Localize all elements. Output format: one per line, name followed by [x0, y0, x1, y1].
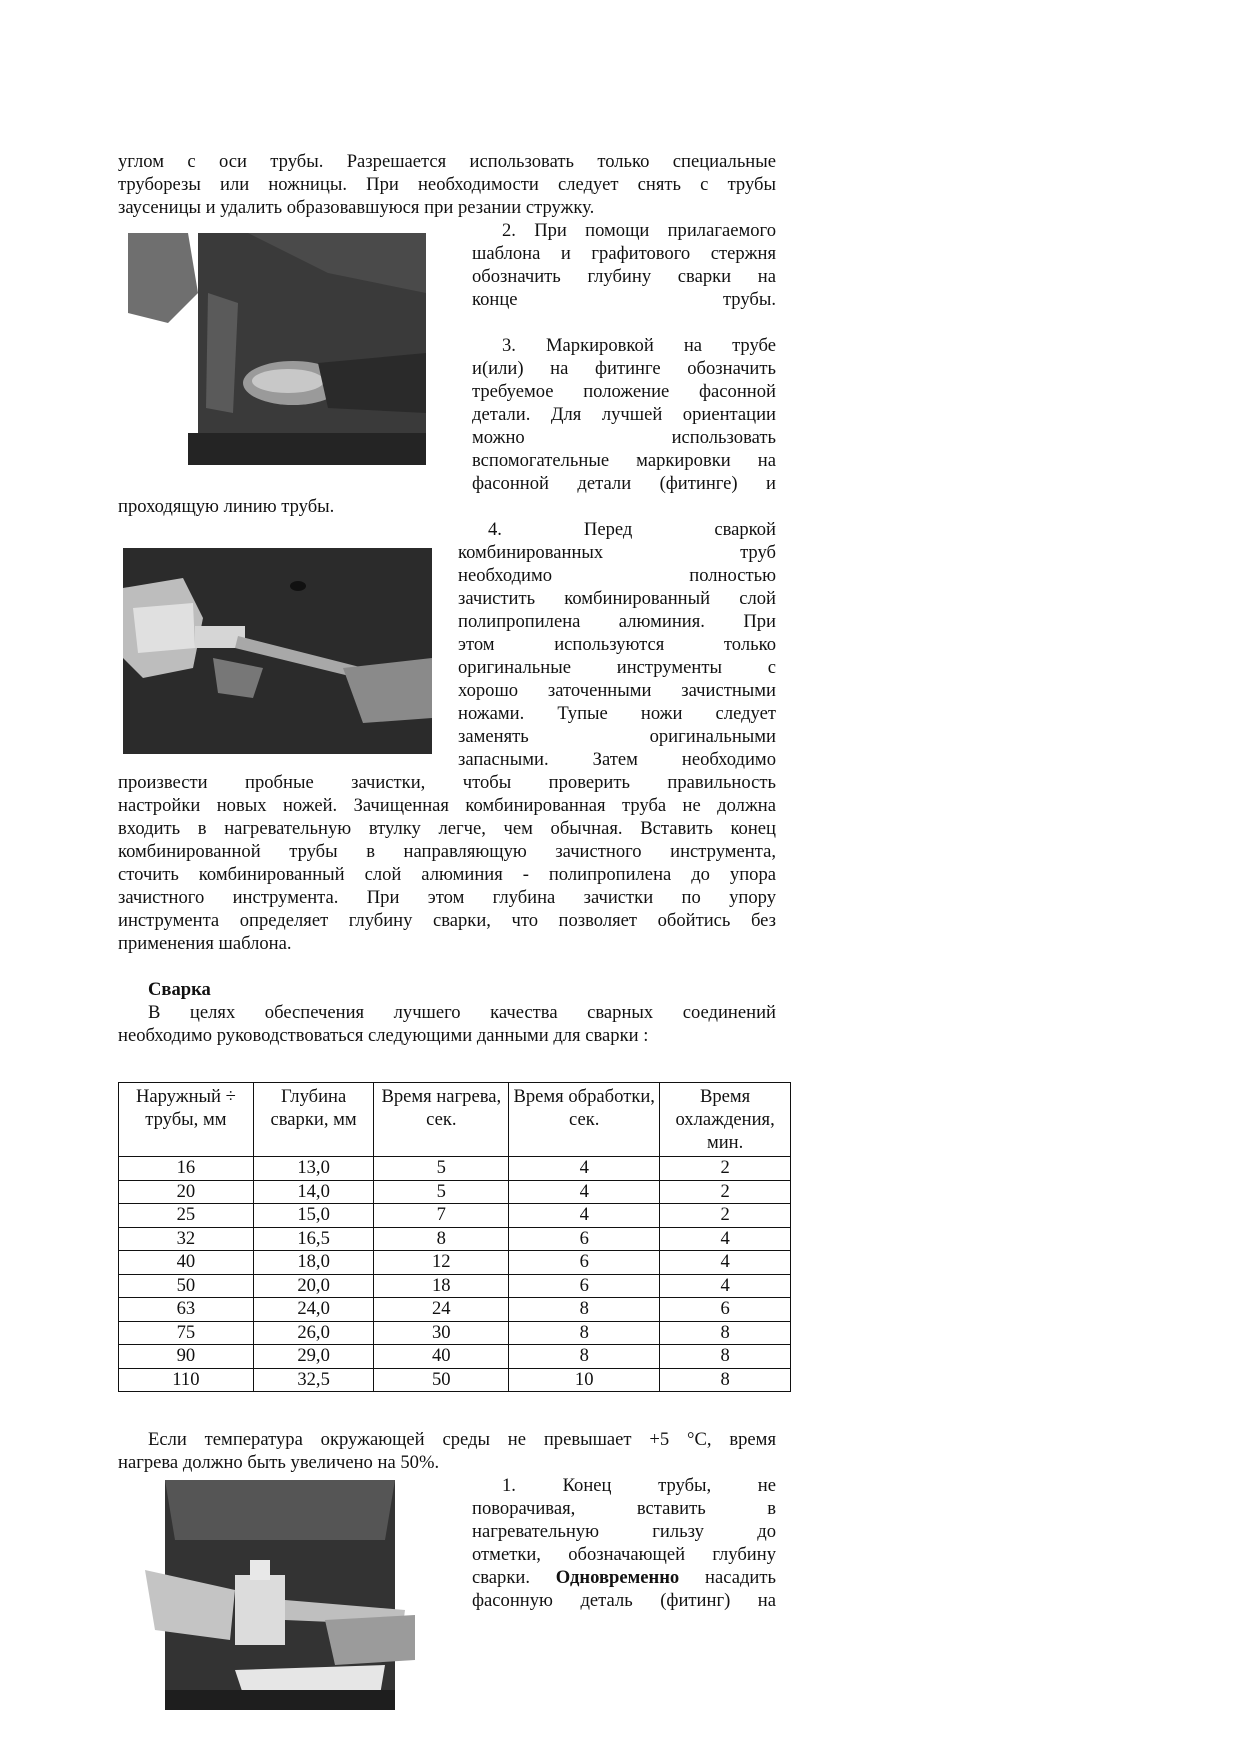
table-cell: 30: [374, 1321, 509, 1345]
table-row: [119, 1180, 791, 1204]
table-cell: 6: [509, 1227, 660, 1251]
text-line: требуемое положение фасонной: [472, 381, 776, 402]
table-cell: 32: [119, 1227, 254, 1251]
table-cell: 6: [509, 1274, 660, 1298]
text-line: нагревательную гильзу до: [472, 1521, 776, 1542]
table-cell: 7: [374, 1204, 509, 1228]
table-cell: 8: [660, 1368, 791, 1392]
table-cell: 50: [119, 1274, 254, 1298]
text-line: и(или) на фитинге обозначить: [472, 358, 776, 379]
table-cell: 4: [509, 1204, 660, 1228]
table-cell: 4: [509, 1180, 660, 1204]
table-cell: 2: [660, 1180, 791, 1204]
table-cell: 8: [509, 1345, 660, 1369]
text-line: труборезы или ножницы. При необходимости следует снять с трубы: [118, 174, 776, 195]
header-weld-depth: Глубина сварки, мм: [253, 1083, 374, 1157]
text-line: [472, 1566, 776, 1589]
text-line: применения шаблона.: [118, 933, 292, 954]
table-cell: 8: [509, 1321, 660, 1345]
section-heading: Сварка: [148, 979, 211, 1000]
table-cell: 16,5: [253, 1227, 374, 1251]
table-row: [119, 1321, 791, 1345]
text-line: ножами. Тупые ножи следует: [458, 703, 776, 724]
table-cell: 6: [509, 1251, 660, 1275]
table-row: [119, 1274, 791, 1298]
table-cell: 63: [119, 1298, 254, 1322]
text-line: обозначить глубину сварки на: [472, 266, 776, 287]
text-line: хорошо заточенными зачистными: [458, 680, 776, 701]
text-line: входить в нагревательную втулку легче, чем обычная. Вставить конец: [118, 818, 776, 839]
table-cell: 24: [374, 1298, 509, 1322]
text-line: Если температура окружающей среды не превышает +5 °С, время: [148, 1429, 776, 1450]
table-header-row: [119, 1083, 791, 1157]
text-line: зачистить комбинированный слой: [458, 588, 776, 609]
table-row: [119, 1345, 791, 1369]
text-line: комбинированных труб: [458, 542, 776, 563]
photo-welding-fitting: [125, 1480, 433, 1710]
table-cell: 15,0: [253, 1204, 374, 1228]
table-cell: 6: [660, 1298, 791, 1322]
table-cell: 8: [509, 1298, 660, 1322]
table-cell: 90: [119, 1345, 254, 1369]
table-cell: 14,0: [253, 1180, 374, 1204]
table-cell: 2: [660, 1204, 791, 1228]
table-cell: 40: [119, 1251, 254, 1275]
text-line: заусеницы и удалить образовавшуюся при резании стружку.: [118, 197, 595, 218]
emphasis-text: Одновременно: [555, 1567, 680, 1588]
text-line: углом с оси трубы. Разрешается использовать только специальные: [118, 151, 776, 172]
table-row: [119, 1157, 791, 1181]
table-row: [119, 1227, 791, 1251]
table-cell: 5: [374, 1180, 509, 1204]
table-cell: 5: [374, 1157, 509, 1181]
header-processing-time: Время обработки, сек.: [509, 1083, 660, 1157]
text-line: вспомогательные маркировки на: [472, 450, 776, 471]
text-line: запасными. Затем необходимо: [458, 749, 776, 770]
table-row: [119, 1204, 791, 1228]
text-line: необходимо полностью: [458, 565, 776, 586]
table-cell: 8: [660, 1321, 791, 1345]
table-row: [119, 1251, 791, 1275]
text-line: нагрева должно быть увеличено на 50%.: [118, 1452, 440, 1473]
table-cell: 75: [119, 1321, 254, 1345]
photo-stripping-tool: [123, 548, 432, 754]
table-body: [119, 1157, 791, 1392]
text-line: настройки новых ножей. Зачищенная комбинированная труба не должна: [118, 795, 776, 816]
table-cell: 4: [660, 1251, 791, 1275]
table-cell: 29,0: [253, 1345, 374, 1369]
text-line: 1. Конец трубы, не: [502, 1475, 776, 1496]
text-line: произвести пробные зачистки, чтобы проверить правильность: [118, 772, 776, 793]
text-line: комбинированной трубы в направляющую зачистного инструмента,: [118, 841, 776, 862]
text-span: насадить: [705, 1567, 776, 1588]
table-cell: 20: [119, 1180, 254, 1204]
table-cell: 4: [660, 1274, 791, 1298]
text-line: полипропилена алюминия. При: [458, 611, 776, 632]
text-line: зачистного инструмента. При этом глубина зачистки по упору: [118, 887, 776, 908]
text-line: 4. Перед сваркой: [488, 519, 776, 540]
welding-parameters-table: [118, 1082, 791, 1392]
text-line: необходимо руководствоваться следующими данными для сварки :: [118, 1025, 649, 1046]
header-heating-time: Время нагрева, сек.: [374, 1083, 509, 1157]
text-line: инструмента определяет глубину сварки, что позволяет обойтись без: [118, 910, 776, 931]
table-cell: 110: [119, 1368, 254, 1392]
table-row: [119, 1368, 791, 1392]
table-cell: 25: [119, 1204, 254, 1228]
table-row: [119, 1298, 791, 1322]
text-line: поворачивая, вставить в: [472, 1498, 776, 1519]
table-cell: 18,0: [253, 1251, 374, 1275]
table-cell: 12: [374, 1251, 509, 1275]
table-cell: 13,0: [253, 1157, 374, 1181]
text-line: 3. Маркировкой на трубе: [502, 335, 776, 356]
text-line: сточить комбинированный слой алюминия - полипропилена до упора: [118, 864, 776, 885]
table-cell: 20,0: [253, 1274, 374, 1298]
table-cell: 26,0: [253, 1321, 374, 1345]
text-line: оригинальные инструменты с: [458, 657, 776, 678]
text-line: шаблона и графитового стержня: [472, 243, 776, 264]
text-line: отметки, обозначающей глубину: [472, 1544, 776, 1565]
table-cell: 4: [509, 1157, 660, 1181]
table-cell: 40: [374, 1345, 509, 1369]
table-cell: 32,5: [253, 1368, 374, 1392]
text-line: В целях обеспечения лучшего качества сварных соединений: [148, 1002, 776, 1023]
text-line: заменять оригинальными: [458, 726, 776, 747]
header-cooling-time: Время охлаждения, мин.: [660, 1083, 791, 1157]
table-cell: 50: [374, 1368, 509, 1392]
text-line: фасонной детали (фитинге) и: [472, 473, 776, 494]
table-cell: 10: [509, 1368, 660, 1392]
text-line: фасонную деталь (фитинг) на: [472, 1590, 776, 1611]
table-cell: 4: [660, 1227, 791, 1251]
text-line: детали. Для лучшей ориентации: [472, 404, 776, 425]
table-cell: 8: [660, 1345, 791, 1369]
text-line: можно использовать: [472, 427, 776, 448]
text-span: сварки.: [472, 1567, 530, 1588]
table-cell: 18: [374, 1274, 509, 1298]
text-line: этом используются только: [458, 634, 776, 655]
text-line: проходящую линию трубы.: [118, 496, 335, 517]
photo-marking-pipe: [128, 233, 426, 465]
table-cell: 8: [374, 1227, 509, 1251]
table-cell: 2: [660, 1157, 791, 1181]
header-outer-diameter: Наружный ÷ трубы, мм: [119, 1083, 254, 1157]
text-line: 2. При помощи прилагаемого: [502, 220, 776, 241]
text-line: конце трубы.: [472, 289, 776, 310]
table-cell: 24,0: [253, 1298, 374, 1322]
table-cell: 16: [119, 1157, 254, 1181]
